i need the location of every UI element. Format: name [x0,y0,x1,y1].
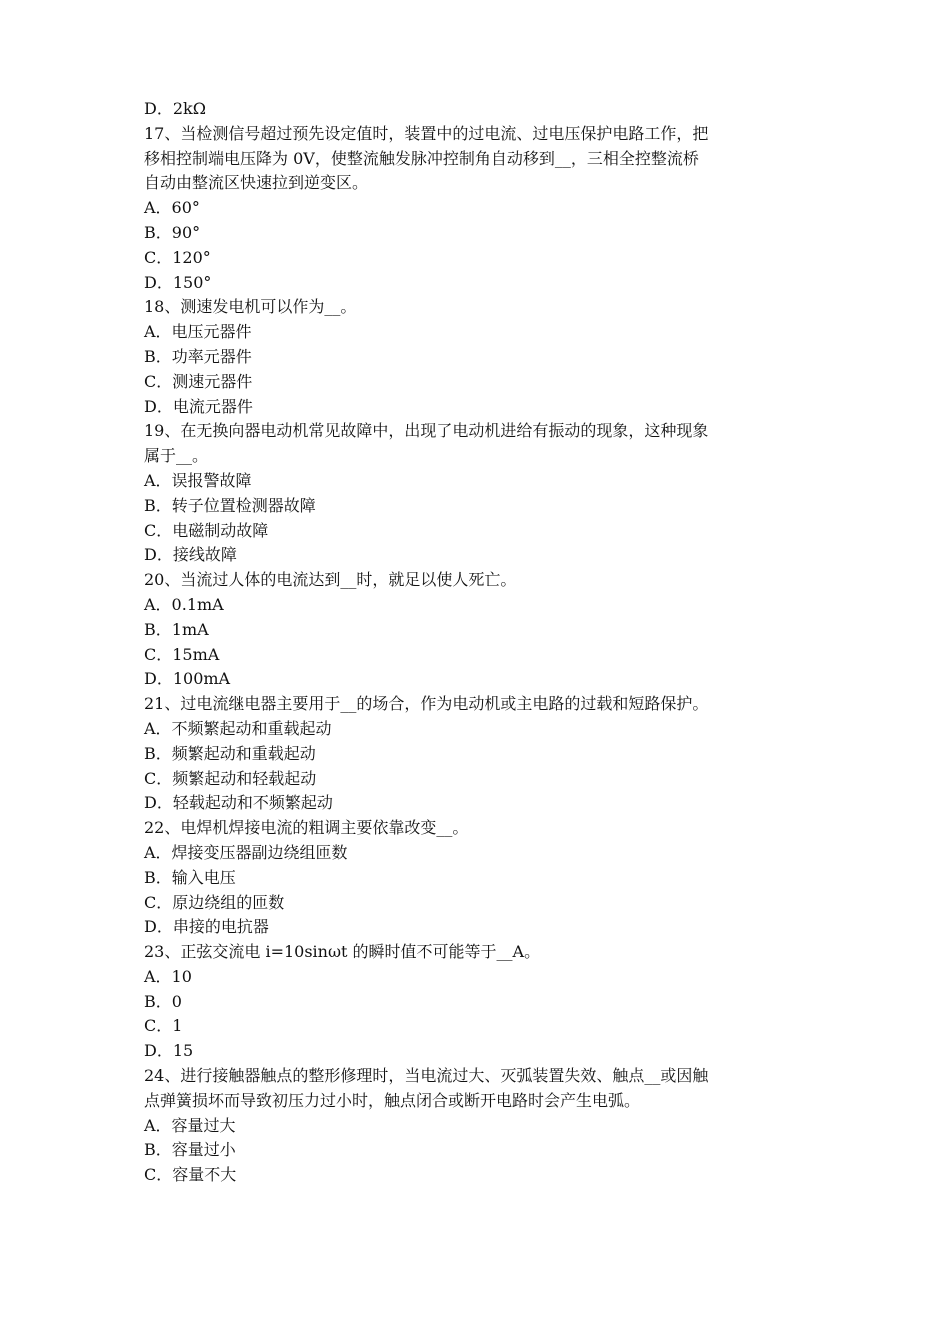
option-d-q21: D．轻载起动和不频繁起动 [144,793,333,813]
option-c-q21: C．频繁起动和轻载起动 [144,768,317,788]
question-17-line-3: 自动由整流区快速拉到逆变区。 [144,173,369,193]
question-17-line-1: 17、当检测信号超过预先设定值时，装置中的过电流、过电压保护电路工作，把 [144,123,709,143]
option-a-q19: A．误报警故障 [144,470,252,490]
option-b-q18: B．功率元器件 [144,346,252,366]
question-20: 20、当流过人体的电流达到__时，就足以使人死亡。 [144,570,517,590]
option-c-q23: C．1 [144,1016,183,1036]
question-19-line-1: 19、在无换向器电动机常见故障中，出现了电动机进给有振动的现象，这种现象 [144,421,709,441]
option-c-q18: C．测速元器件 [144,371,253,391]
option-c-q17: C．120° [144,247,211,267]
option-b-q19: B．转子位置检测器故障 [144,495,316,515]
option-a-q17: A．60° [144,198,200,218]
option-d-q20: D．100mA [144,669,231,689]
option-a-q21: A．不频繁起动和重载起动 [144,718,332,738]
question-19-line-2: 属于__。 [144,446,209,466]
option-a-q22: A．焊接变压器副边绕组匝数 [144,842,348,862]
option-b-q17: B．90° [144,222,201,242]
option-a-q20: A．0.1mA [144,594,224,614]
question-17-line-2: 移相控制端电压降为 0V，使整流触发脉冲控制角自动移到__，三相全控整流桥 [144,148,699,168]
option-d-q17: D．150° [144,272,212,292]
question-18: 18、测速发电机可以作为__。 [144,297,357,317]
option-a-q24: A．容量过大 [144,1115,236,1135]
option-d-q19: D．接线故障 [144,545,237,565]
option-c-q20: C．15mA [144,644,220,664]
question-24-line-1: 24、进行接触器触点的整形修理时，当电流过大、灭弧装置失效、触点__或因触 [144,1066,709,1086]
question-24-line-2: 点弹簧损坏而导致初压力过小时，触点闭合或断开电路时会产生电弧。 [144,1090,641,1110]
option-d-q18: D．电流元器件 [144,396,253,416]
document-body [144,97,824,1188]
option-d-q23: D．15 [144,1041,194,1061]
question-21: 21、过电流继电器主要用于__的场合，作为电动机或主电路的过载和短路保护。 [144,694,709,714]
option-b-q24: B．容量过小 [144,1140,236,1160]
option-a-q18: A．电压元器件 [144,322,252,342]
question-22: 22、电焊机焊接电流的粗调主要依靠改变__。 [144,818,469,838]
option-c-q19: C．电磁制动故障 [144,520,269,540]
question-23: 23、正弦交流电 i=10sinωt 的瞬时值不可能等于__A。 [144,942,541,962]
option-b-q21: B．频繁起动和重载起动 [144,743,316,763]
option-c-q24: C．容量不大 [144,1165,237,1185]
option-c-q22: C．原边绕组的匝数 [144,892,285,912]
option-d-q16: D．2kΩ [144,99,206,118]
option-b-q20: B．1mA [144,619,209,639]
option-b-q23: B．0 [144,991,182,1011]
option-a-q23: A．10 [144,966,192,986]
option-b-q22: B．输入电压 [144,867,236,887]
option-d-q22: D．串接的电抗器 [144,917,269,937]
